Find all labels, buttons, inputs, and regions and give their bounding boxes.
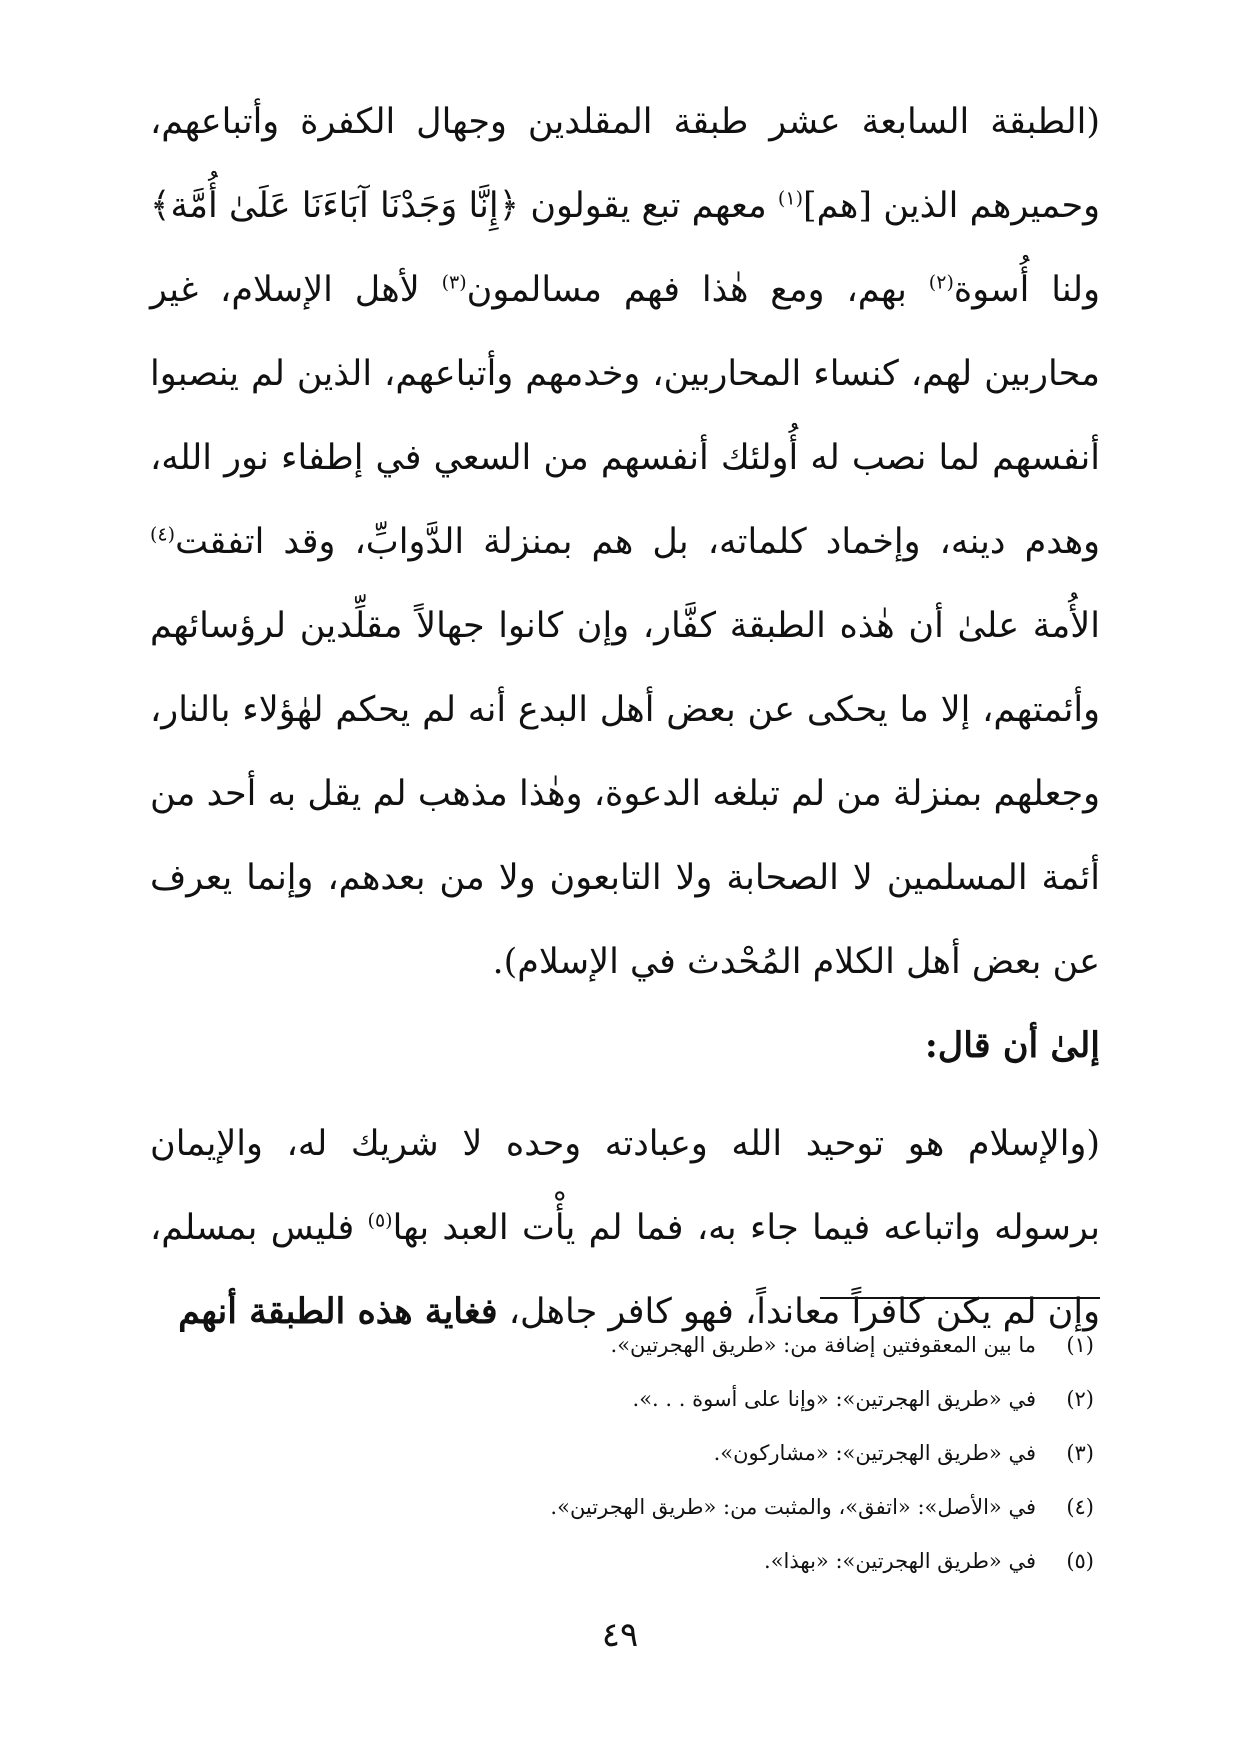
footnote-5 (150, 1534, 1100, 1588)
footnote-1 (150, 1318, 1100, 1372)
footnote-ref-5[interactable]: (٥) (367, 1209, 393, 1232)
footnote-4-text: في «الأصل»: «اتفق»، والمثبت من: «طريق الهجرتين». (550, 1495, 1036, 1519)
footnote-ref-1[interactable]: (١) (777, 187, 803, 210)
paragraph-1-text-4: لأهل الإسلام، غير محاربين لهم، كنساء المحاربين، وخدمهم وأتباعهم، الذين لم ينصبوا أنفسهم لما نصب له أُولئك أنفسهم من السعي في إطفاء نور الله، وهدم دينه، وإخماد كلماته، بل هم بمنزلة الدَّوابِّ، وقد اتفقت (150, 270, 1100, 562)
paragraph-1 (150, 80, 1100, 1004)
footnote-3-text: في «طريق الهجرتين»: «مشاركون». (713, 1441, 1036, 1465)
footnote-3-number: (٣) (1066, 1441, 1094, 1465)
footnote-5-text: في «طريق الهجرتين»: «بهذا». (764, 1549, 1036, 1573)
footnote-1-number: (١) (1066, 1333, 1094, 1357)
footnote-divider (820, 1297, 1100, 1299)
page-number: ٤٩ (601, 1615, 639, 1655)
footnote-ref-3[interactable]: (٣) (441, 271, 467, 294)
footnote-ref-2[interactable]: (٢) (928, 271, 954, 294)
paragraph-2-bold-text: فغاية هذه الطبقة أنهم (178, 1291, 498, 1332)
footnote-5-number: (٥) (1066, 1549, 1094, 1573)
footnote-ref-4[interactable]: (٤) (150, 523, 176, 546)
main-text (150, 80, 1100, 1354)
footnote-4-number: (٤) (1066, 1495, 1094, 1519)
footnote-4 (150, 1480, 1100, 1534)
section-heading: إلىٰ أن قال: (924, 1025, 1100, 1066)
paragraph-1-text-3: بهم، ومع هٰذا فهم مسالمون (466, 270, 929, 310)
footnote-2-text: في «طريق الهجرتين»: «وإنا على أسوة . . .». (632, 1387, 1036, 1411)
footnote-2 (150, 1372, 1100, 1426)
paragraph-2-text-1: (والإسلام هو توحيد الله وعبادته وحده لا شريك له، والإيمان برسوله واتباعه فيما جاء به، فما لم يأْت العبد بها (150, 1124, 1100, 1248)
footnote-2-number: (٢) (1066, 1387, 1094, 1411)
paragraph-1-text-2: معهم تبع يقولون ﴿إِنَّا وَجَدْنَا آبَاءَنَا عَلَىٰ أُمَّة﴾ ولنا أُسوة (150, 186, 1100, 310)
paragraph-1-text-5: الأُمة علىٰ أن هٰذه الطبقة كفَّار، وإن كانوا جهالاً مقلِّدين لرؤسائهم وأئمتهم، إلا ما يحكى عن بعض أهل البدع أنه لم يحكم لهٰؤلاء بالنار، وجعلهم بمنزلة من لم تبلغه الدعوة، وهٰذا مذهب لم يقل به أحد من أئمة المسلمين لا الصحابة ولا التابعون ولا من بعدهم، وإنما يعرف عن بعض أهل الكلام المُحْدث في الإسلام). (150, 606, 1100, 982)
paragraph-1-text-1: (الطبقة السابعة عشر طبقة المقلدين وجهال الكفرة وأتباعهم، وحميرهم الذين [هم] (150, 102, 1100, 226)
paragraph-2-text-2: فليس بمسلم، وإن لم يكن كافراً معانداً، فهو كافر جاهل، (150, 1208, 1100, 1332)
footnotes (150, 1318, 1100, 1588)
footnote-3 (150, 1426, 1100, 1480)
paragraph-2 (150, 1102, 1100, 1354)
footnote-1-text: ما بين المعقوفتين إضافة من: «طريق الهجرتين». (610, 1333, 1036, 1357)
